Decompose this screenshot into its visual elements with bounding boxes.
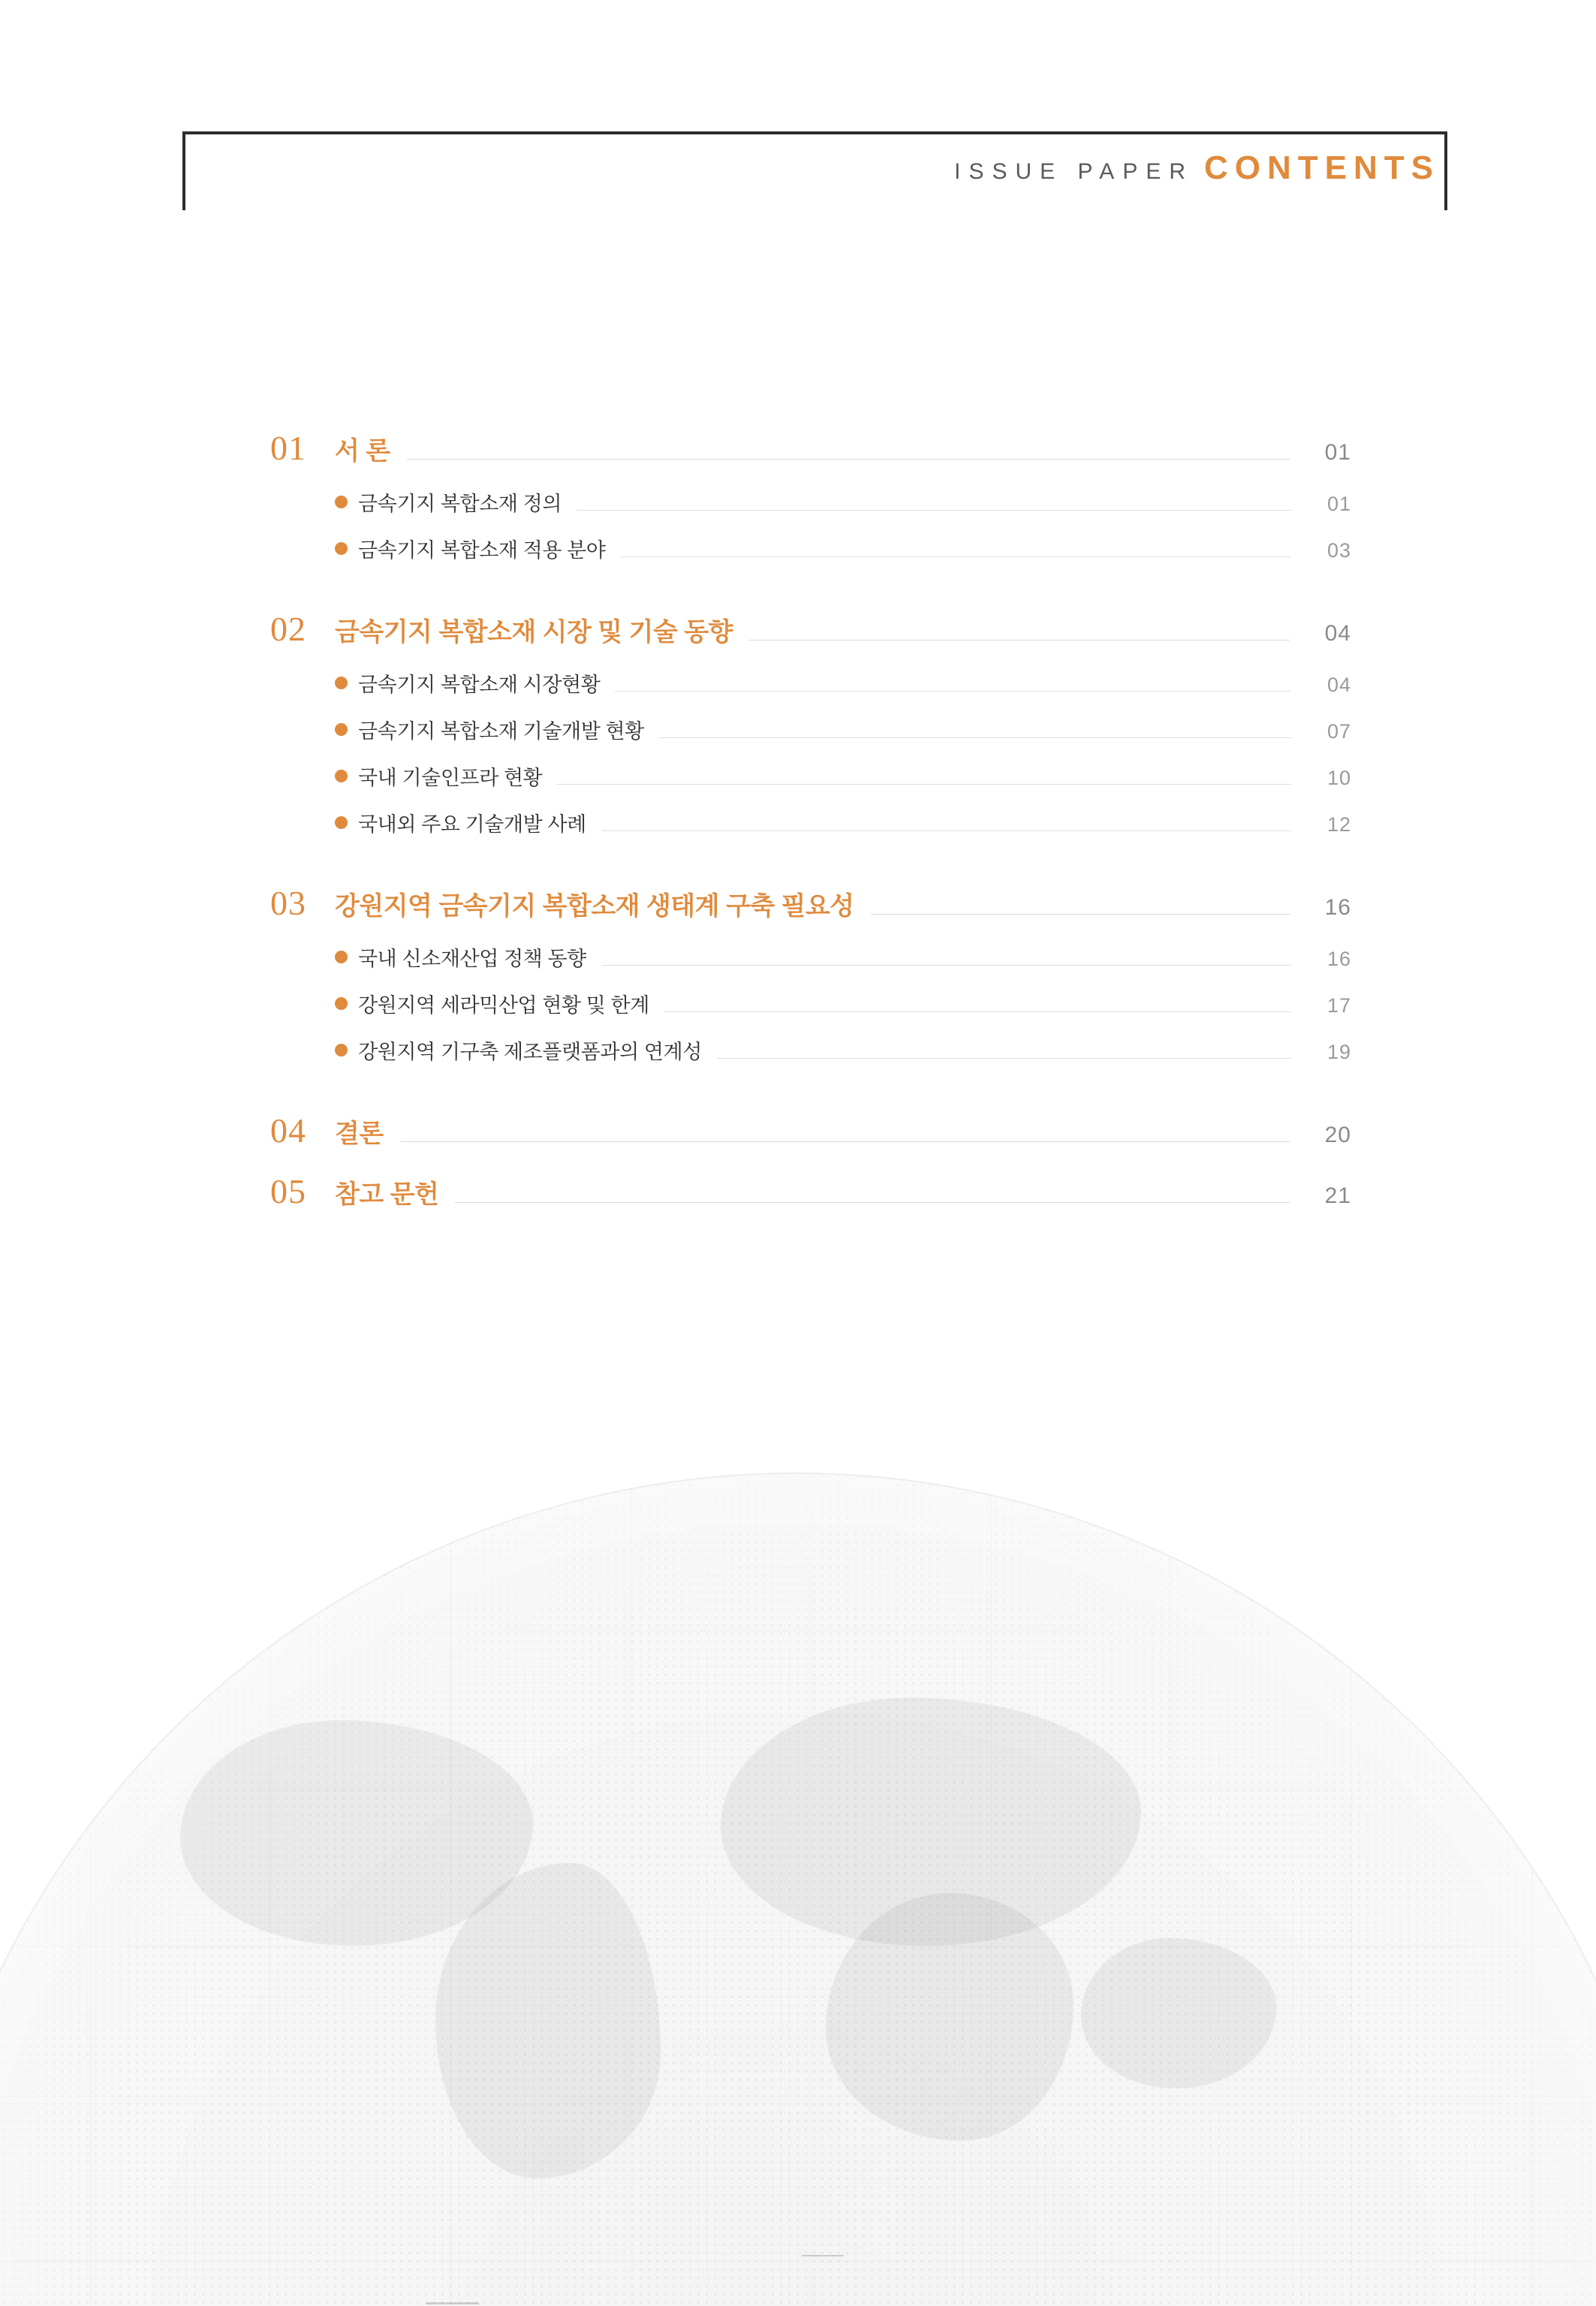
subitem-title: 금속기지 복합소재 정의 xyxy=(358,493,562,515)
leader-dots xyxy=(601,830,1291,831)
bullet-icon xyxy=(335,1044,348,1057)
subitem-title: 국내 신소재산업 정책 동향 xyxy=(358,948,586,970)
toc-chapter-row[interactable] xyxy=(270,1111,1351,1152)
chapter-page-number: 01 xyxy=(1324,440,1351,465)
globe-rim xyxy=(0,1473,1596,2306)
list-item[interactable] xyxy=(270,534,1351,565)
subitem-title: 강원지역 기구축 제조플랫폼과의 연계성 xyxy=(358,1041,702,1063)
chapter-number: 05 xyxy=(270,1172,306,1210)
globe-watermark-icon xyxy=(0,1473,1596,2306)
leader-dots xyxy=(664,1011,1291,1012)
toc-chapter-block xyxy=(270,1171,1351,1213)
chapter-number: 02 xyxy=(270,610,306,648)
chapter-title: 결론 xyxy=(335,1120,384,1148)
header-text xyxy=(954,149,1440,187)
subitem-title: 강원지역 세라믹산업 현황 및 한계 xyxy=(358,994,649,1017)
subitem-title: 국내외 주요 기술개발 사례 xyxy=(358,813,586,836)
toc-chapter-row[interactable] xyxy=(270,883,1351,924)
leader-dots xyxy=(601,965,1291,966)
toc-chapter-block xyxy=(270,883,1351,1067)
table-of-contents xyxy=(270,428,1351,1232)
leader-dots xyxy=(577,510,1291,511)
chapter-page-number: 16 xyxy=(1324,895,1351,920)
list-item[interactable] xyxy=(270,989,1351,1020)
bottom-decoration xyxy=(0,2186,1596,2306)
leader-dots xyxy=(455,1202,1290,1203)
list-item[interactable] xyxy=(270,761,1351,793)
bullet-icon xyxy=(335,723,348,736)
subitem-page-number: 04 xyxy=(1326,674,1351,696)
subitem-title: 금속기지 복합소재 적용 분야 xyxy=(358,539,606,562)
chapter-title: 참고 문헌 xyxy=(335,1180,439,1209)
subitem-page-number: 17 xyxy=(1326,994,1351,1017)
leader-dots xyxy=(621,556,1292,557)
toc-subitem-list xyxy=(270,942,1351,1067)
list-item[interactable] xyxy=(270,942,1351,974)
tick-mark xyxy=(802,2255,844,2256)
bullet-icon xyxy=(335,997,348,1010)
chapter-title: 서 론 xyxy=(335,437,390,466)
bullet-icon xyxy=(335,816,348,829)
issue-paper-label: ISSUE PAPER xyxy=(954,159,1194,184)
bullet-icon xyxy=(335,677,348,689)
chapter-number: 04 xyxy=(270,1111,306,1150)
toc-chapter-block xyxy=(270,428,1351,565)
leader-dots xyxy=(717,1058,1291,1059)
chapter-page-number: 04 xyxy=(1324,621,1351,646)
list-item[interactable] xyxy=(270,668,1351,700)
chapter-title: 금속기지 복합소재 시장 및 기술 동향 xyxy=(335,618,733,647)
chapter-number: 03 xyxy=(270,884,306,922)
toc-subitem-list xyxy=(270,668,1351,840)
subitem-page-number: 12 xyxy=(1326,813,1351,836)
subitem-page-number: 01 xyxy=(1326,493,1351,515)
leader-dots xyxy=(615,691,1291,692)
bullet-icon xyxy=(335,542,348,555)
bullet-icon xyxy=(335,770,348,782)
leader-dots xyxy=(557,784,1291,785)
list-item[interactable] xyxy=(270,1035,1351,1067)
list-item[interactable] xyxy=(270,715,1351,746)
subitem-page-number: 19 xyxy=(1326,1041,1351,1063)
subitem-title: 금속기지 복합소재 기술개발 현황 xyxy=(358,720,644,743)
chapter-number: 01 xyxy=(270,429,306,467)
subitem-page-number: 03 xyxy=(1326,539,1351,562)
list-item[interactable] xyxy=(270,487,1351,519)
leader-dots xyxy=(400,1141,1290,1142)
tick-mark xyxy=(426,2302,479,2304)
leader-dots xyxy=(871,914,1290,915)
chapter-title: 강원지역 금속기지 복합소재 생태계 구축 필요성 xyxy=(335,892,854,921)
subitem-page-number: 16 xyxy=(1326,948,1351,970)
leader-dots xyxy=(659,737,1291,738)
subitem-title: 금속기지 복합소재 시장현황 xyxy=(358,674,601,696)
toc-subitem-list xyxy=(270,487,1351,565)
chapter-page-number: 21 xyxy=(1324,1183,1351,1208)
contents-title: CONTENTS xyxy=(1204,149,1440,186)
toc-chapter-block xyxy=(270,1111,1351,1152)
toc-chapter-row[interactable] xyxy=(270,428,1351,469)
leader-dots xyxy=(749,640,1290,641)
subitem-title: 국내 기술인프라 현황 xyxy=(358,767,543,789)
bullet-icon xyxy=(335,951,348,963)
page-header xyxy=(182,131,1447,210)
toc-chapter-row[interactable] xyxy=(270,609,1351,650)
toc-chapter-row[interactable] xyxy=(270,1171,1351,1213)
leader-dots xyxy=(407,459,1290,460)
subitem-page-number: 10 xyxy=(1326,767,1351,789)
list-item[interactable] xyxy=(270,808,1351,840)
toc-chapter-block xyxy=(270,609,1351,840)
chapter-page-number: 20 xyxy=(1324,1123,1351,1147)
subitem-page-number: 07 xyxy=(1326,720,1351,743)
bullet-icon xyxy=(335,496,348,508)
